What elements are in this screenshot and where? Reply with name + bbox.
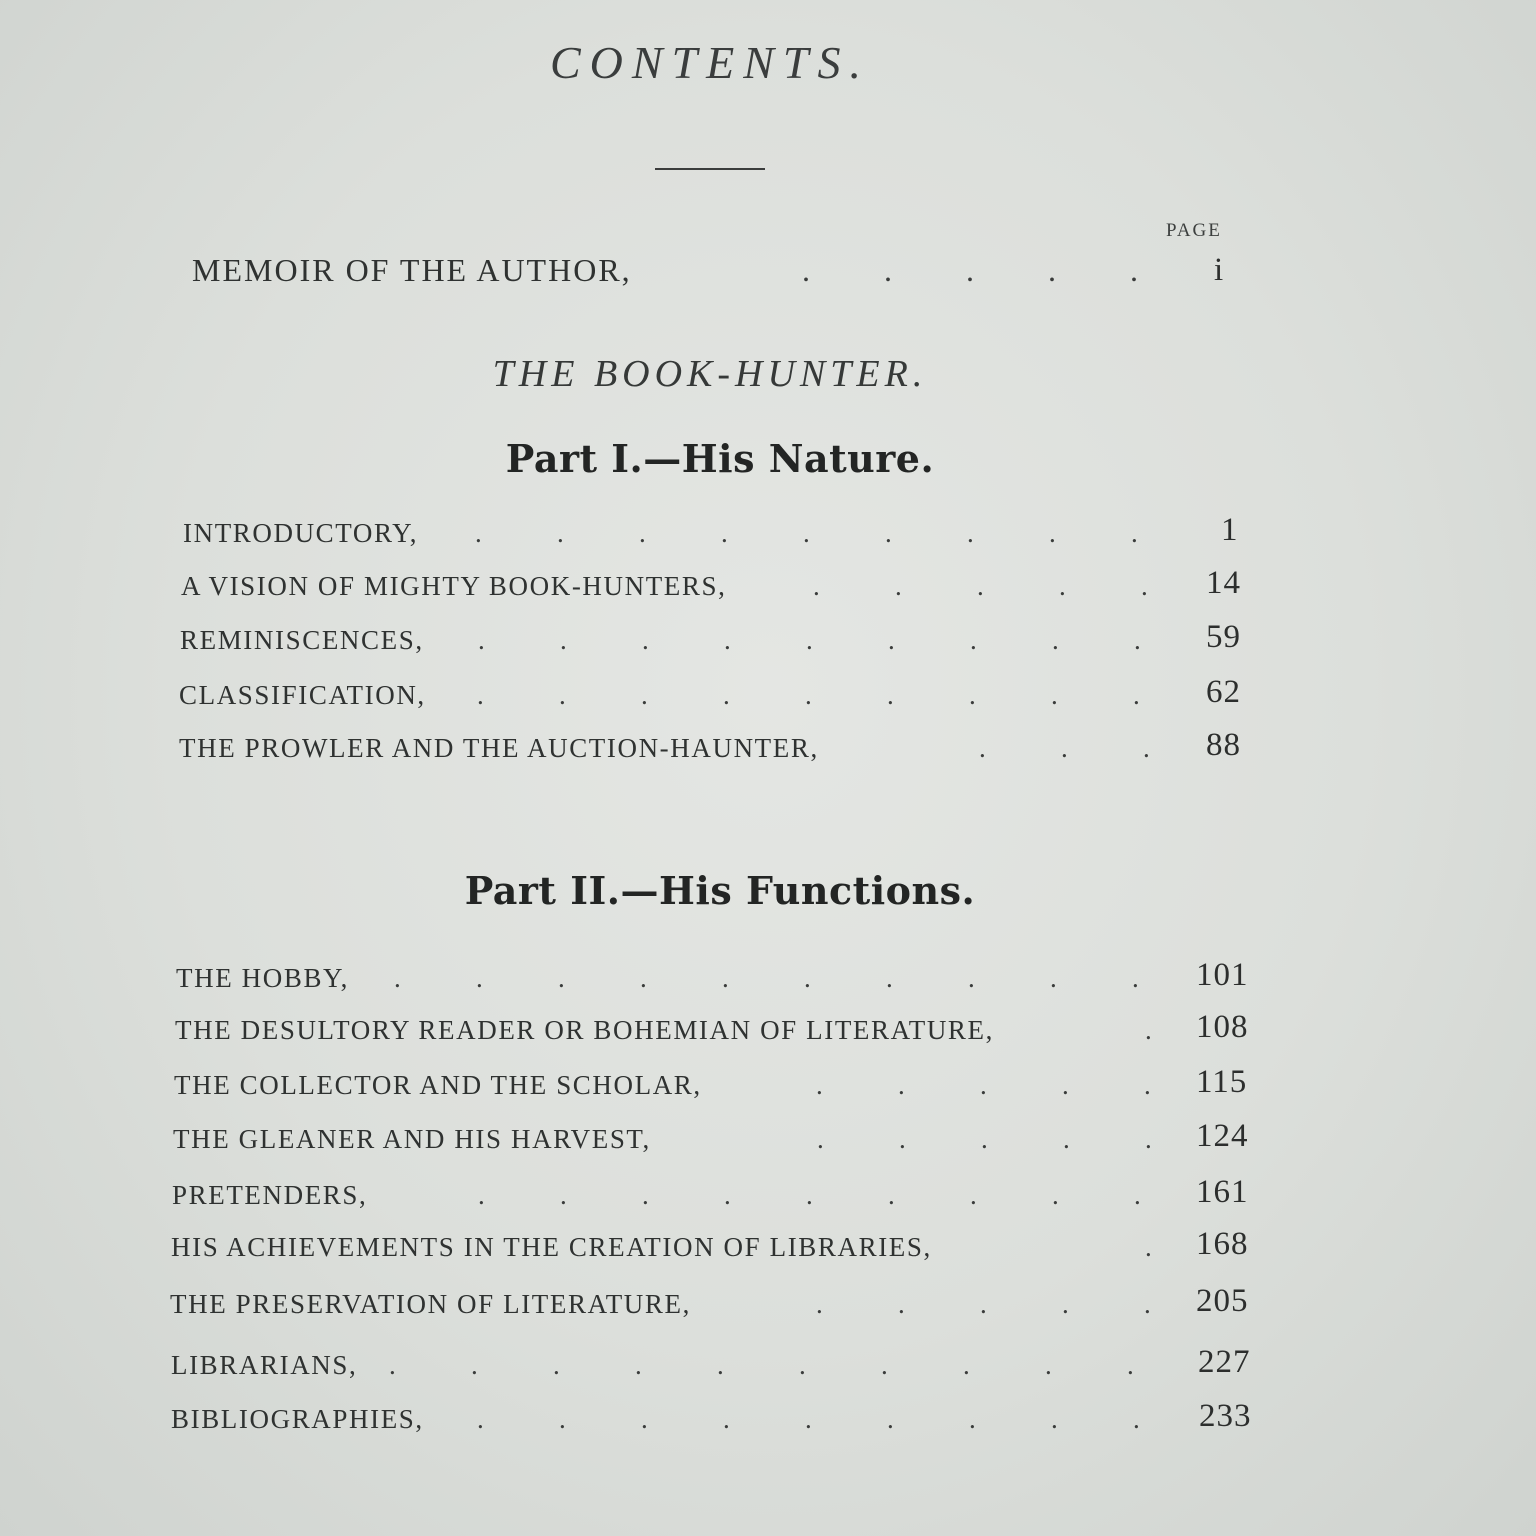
toc-entry[interactable] — [171, 1398, 1252, 1444]
toc-entry-label: THE DESULTORY READER OR BOHEMIAN OF LITERATURE, — [175, 1015, 994, 1045]
title-rule — [655, 168, 765, 170]
toc-entry-label: CLASSIFICATION, — [179, 680, 426, 710]
toc-entry-label: MEMOIR OF THE AUTHOR, — [192, 252, 632, 288]
toc-entry-label: BIBLIOGRAPHIES, — [171, 1404, 424, 1434]
toc-entry[interactable] — [179, 727, 1241, 773]
toc-entry-label: THE COLLECTOR AND THE SCHOLAR, — [174, 1070, 702, 1100]
toc-page-number: 205 — [1196, 1283, 1249, 1319]
dot-leader: . — [1145, 1232, 1152, 1262]
toc-entry[interactable] — [176, 957, 1251, 1003]
toc-entry-label: THE PROWLER AND THE AUCTION-HAUNTER, — [179, 733, 819, 763]
toc-page-number: 88 — [1206, 727, 1241, 763]
dot-leader: . . . . . — [816, 1070, 1151, 1100]
toc-page-number: 59 — [1206, 619, 1241, 655]
dot-leader: . . . . . . . . . — [477, 1404, 1140, 1434]
toc-entry-label: A VISION OF MIGHTY BOOK-HUNTERS, — [181, 571, 727, 601]
dot-leader: . . . . . . . . . — [477, 680, 1140, 710]
toc-entry[interactable] — [175, 1009, 1250, 1055]
toc-page-number: 161 — [1196, 1174, 1249, 1210]
toc-entry[interactable] — [179, 674, 1241, 720]
dot-leader: . . . . . — [802, 252, 1138, 288]
toc-entry[interactable] — [173, 1118, 1249, 1164]
toc-entry[interactable] — [181, 565, 1241, 611]
dot-leader: . . . . . . . . . . — [394, 963, 1139, 993]
dot-leader: . . . . . . . . . . — [389, 1350, 1134, 1380]
section-title: THE BOOK-HUNTER. — [492, 353, 928, 395]
dot-leader: . . . — [979, 733, 1150, 763]
toc-page-number: 227 — [1198, 1344, 1251, 1380]
toc-page-number: 14 — [1206, 565, 1241, 601]
toc-entry-label: LIBRARIANS, — [171, 1350, 358, 1380]
toc-page-number: 233 — [1199, 1398, 1252, 1434]
toc-entry[interactable] — [171, 1226, 1251, 1272]
toc-entry-label: HIS ACHIEVEMENTS IN THE CREATION OF LIBRARIES, — [171, 1232, 932, 1262]
toc-entry[interactable] — [180, 619, 1241, 665]
contents-title: CONTENTS. — [549, 37, 871, 88]
toc-page-number: 62 — [1206, 674, 1241, 710]
dot-leader: . — [1145, 1015, 1152, 1045]
page-column-label: PAGE — [1166, 220, 1222, 241]
toc-page-number: 124 — [1196, 1118, 1249, 1154]
part-heading-1: Part I.—His Nature. — [505, 436, 935, 481]
toc-entry[interactable] — [171, 1344, 1251, 1390]
dot-leader: . . . . . . . . . — [475, 518, 1138, 548]
toc-entry-label: THE HOBBY, — [176, 963, 350, 993]
toc-entry-memoir[interactable] — [192, 252, 1242, 292]
toc-page-number: 168 — [1196, 1226, 1249, 1262]
toc-page-number: i — [1214, 252, 1225, 288]
toc-entry-label: REMINISCENCES, — [180, 625, 424, 655]
toc-entry[interactable] — [170, 1283, 1250, 1329]
dot-leader: . . . . . . . . . — [478, 1180, 1141, 1210]
toc-entry[interactable] — [183, 512, 1243, 558]
part-heading-2: Part II.—His Functions. — [464, 868, 976, 913]
dot-leader: . . . . . . . . . — [478, 625, 1141, 655]
dot-leader: . . . . . — [816, 1289, 1151, 1319]
dot-leader: . . . . . — [817, 1124, 1152, 1154]
toc-entry-label: PRETENDERS, — [172, 1180, 368, 1210]
toc-entry[interactable] — [172, 1174, 1249, 1220]
toc-page-number: 115 — [1196, 1064, 1248, 1100]
toc-entry-label: THE PRESERVATION OF LITERATURE, — [170, 1289, 691, 1319]
toc-entry-label: INTRODUCTORY, — [183, 518, 419, 548]
toc-page-number: 101 — [1196, 957, 1249, 993]
dot-leader: . . . . . — [813, 571, 1148, 601]
toc-entry[interactable] — [174, 1064, 1249, 1110]
toc-page-number: 1 — [1221, 512, 1239, 548]
toc-entry-label: THE GLEANER AND HIS HARVEST, — [173, 1124, 651, 1154]
toc-page-number: 108 — [1196, 1009, 1249, 1045]
